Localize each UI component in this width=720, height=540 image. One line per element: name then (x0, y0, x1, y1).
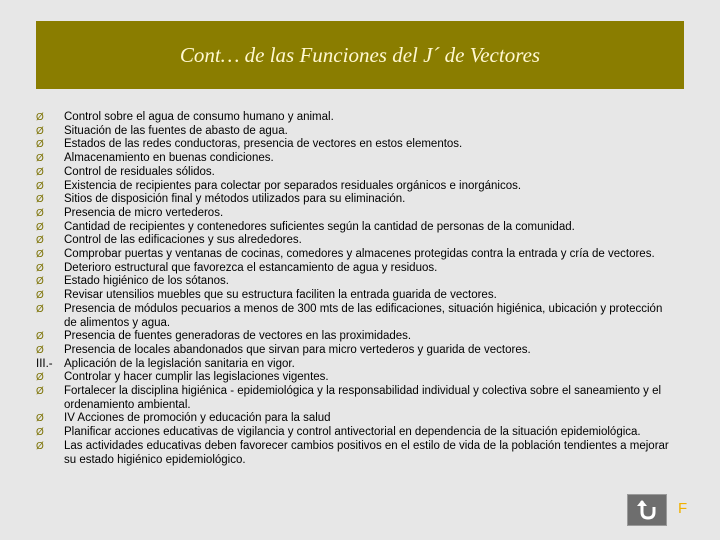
list-item-text: Control sobre el agua de consumo humano y animal. (64, 111, 334, 123)
return-arrow-icon (636, 499, 658, 521)
list-item-text: Deterioro estructural que favorezca el estancamiento de agua y residuos. (64, 261, 438, 274)
bullet-icon: Ø (36, 386, 44, 398)
list-item-text: Las actividades educativas deben favorecer cambios positivos en el estilo de vida de la población tendientes a mejorar su estado higiénico epidemiológico. (64, 439, 669, 466)
bullet-icon: Ø (36, 290, 44, 302)
bullet-icon: Ø (36, 276, 44, 288)
list-item (36, 303, 676, 330)
bullet-icon: Ø (36, 153, 44, 165)
list-item-text: Revisar utensilios muebles que su estructura faciliten la entrada guarida de vectores. (64, 289, 497, 302)
list-item (36, 412, 676, 426)
title-bar (36, 21, 684, 89)
list-item-text: Situación de las fuentes de abasto de agua. (64, 124, 288, 137)
bullet-icon: Ø (36, 331, 44, 343)
list-item-text: Sitios de disposición final y métodos utilizados para su eliminación. (64, 193, 406, 206)
return-button[interactable] (627, 494, 667, 526)
bullet-icon: Ø (36, 166, 44, 178)
list-item-text: Aplicación de la legislación sanitaria en vigor. (64, 357, 295, 370)
list-item (36, 152, 676, 166)
list-item-text: Existencia de recipientes para colectar por separados residuales orgánicos e inorgánicos. (64, 179, 522, 192)
list-item-text: Presencia de fuentes generadoras de vectores en las proximidades. (64, 330, 412, 343)
list-item (36, 207, 676, 221)
list-item-text: Control de las edificaciones y sus alrededores. (64, 234, 302, 247)
bullet-icon: Ø (36, 139, 44, 151)
list-item-text: Cantidad de recipientes y contenedores suficientes según la cantidad de personas de la comunidad. (64, 220, 575, 233)
list-item (36, 385, 676, 412)
bullet-icon: Ø (36, 427, 44, 439)
list-item-text: Presencia de micro vertederos. (64, 206, 224, 219)
bullet-icon: Ø (36, 413, 44, 425)
list-item-text: Comprobar puertas y ventanas de cocinas, comedores y almacenes protegidas contra la entrada y cría de vectores. (64, 248, 655, 261)
list-item-text: Fortalecer la disciplina higiénica - epidemiológica y la responsabilidad individual y colectiva sobre el saneamiento y el ordenamiento ambiental. (64, 385, 662, 411)
bullet-icon: Ø (36, 344, 44, 356)
bullet-icon: Ø (36, 249, 44, 261)
list-item (36, 166, 676, 180)
slide-title: Cont… de las Funciones del J´ de Vectores (179, 42, 541, 67)
list-item-text: Planificar acciones educativas de vigilancia y control antivectorial en dependencia de la situación epidemiológica. (64, 426, 641, 439)
list-item-text: Controlar y hacer cumplir las legislaciones vigentes. (64, 371, 329, 384)
list-item-text: Presencia de locales abandonados que sirvan para micro vertederos y guarida de vectores. (64, 343, 531, 356)
bullet-icon: Ø (36, 235, 44, 247)
list-item (36, 344, 676, 358)
bullet-icon: Ø (36, 112, 44, 123)
bullet-icon: Ø (36, 372, 44, 384)
list-item-text: Estado higiénico de los sótanos. (64, 275, 229, 288)
list-item (36, 426, 676, 440)
list-item-text: Estados de las redes conductoras, presencia de vectores en estos elementos. (64, 138, 463, 151)
list-item (36, 221, 676, 235)
list-item (36, 371, 676, 385)
list-item (36, 440, 676, 467)
list-item (36, 138, 676, 152)
bullet-icon: Ø (36, 194, 44, 206)
list-item (36, 180, 676, 194)
bullet-icon: Ø (36, 221, 44, 233)
list-item (36, 248, 676, 262)
bullet-icon: Ø (36, 262, 44, 274)
list-item (36, 358, 676, 372)
list-item-text: Almacenamiento en buenas condiciones. (64, 152, 274, 165)
list-item (36, 289, 676, 303)
list-item (36, 275, 676, 289)
list-item (36, 193, 676, 207)
list-item-text: IV Acciones de promoción y educación para la salud (64, 412, 331, 425)
list-item (36, 234, 676, 248)
list-item-text: Presencia de módulos pecuarios a menos de 300 mts de las edificaciones, situación higiénica, ubicación y protección de alimentos y agua. (64, 302, 663, 329)
bullet-icon: Ø (36, 440, 44, 452)
list-item-text: Control de residuales sólidos. (64, 165, 215, 178)
bullet-icon: Ø (36, 303, 44, 315)
list-item (36, 262, 676, 276)
f-label[interactable]: F (678, 500, 688, 517)
section-marker: III.- (36, 357, 53, 370)
list-item (36, 111, 676, 125)
list-item (36, 330, 676, 344)
content-list (36, 111, 676, 467)
bullet-icon: Ø (36, 125, 44, 137)
list-item (36, 125, 676, 139)
bullet-icon: Ø (36, 207, 44, 219)
bullet-icon: Ø (36, 180, 44, 192)
